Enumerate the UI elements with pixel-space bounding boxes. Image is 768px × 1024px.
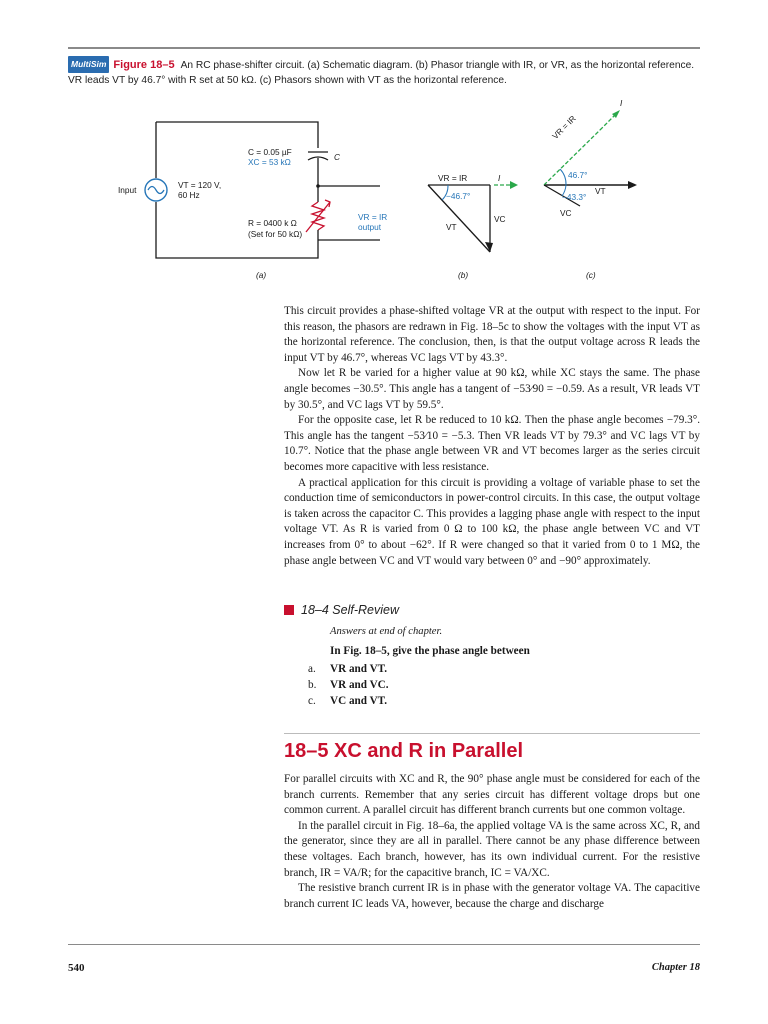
- xc-value-label: XC = 53 kΩ: [248, 157, 291, 167]
- section-rule: [284, 733, 700, 734]
- paragraph: For parallel circuits with XC and R, the 90° phase angle must be considered for each of the branch currents. Remember that any series circuit has different voltage drops but one common current. A parallel circuit has different branch currents but one common voltage.: [284, 773, 700, 817]
- paragraph: In the parallel circuit in Fig. 18–6a, the applied voltage VA is the same across XC, R, and the generator, since they are all in parallel. There cannot be any phase difference between these voltages. Each branch, however, has its own individual current. For the resistive branch, IR = VA/R; for the capacitive branch, IC = VA/XC.: [284, 819, 700, 879]
- b-vt-label: VT: [446, 222, 457, 232]
- c-symbol-label: C: [334, 152, 340, 162]
- sub-label-b: (b): [458, 270, 469, 280]
- list-item: c. VC and VT.: [308, 695, 388, 707]
- vr-output-label: VR = IR: [358, 212, 388, 222]
- input-label: Input: [118, 185, 137, 195]
- list-item: b. VR and VC.: [308, 679, 389, 691]
- caption-text: An RC phase-shifter circuit. (a) Schematic diagram. (b) Phasor triangle with IR, or VR, as the horizontal reference. VR leads VT by 46.7° with R set at 50 kΩ. (c) Phasors shown with VT as the horizontal reference.: [68, 60, 695, 86]
- review-list: [308, 661, 389, 709]
- paragraph: The resistive branch current IR is in phase with the generator voltage VA. The capacitive branch current IC leads VA, however, because the charge and discharge: [284, 882, 700, 910]
- chapter-label: Chapter 18: [651, 962, 700, 973]
- vt-value-label: VT = 120 V,: [178, 180, 222, 190]
- figure-label: Figure 18–5: [113, 59, 175, 71]
- c-vr-label: VR = IR: [550, 113, 578, 142]
- r-set-label: (Set for 50 kΩ): [248, 229, 303, 239]
- b-vr-label: VR = IR: [438, 173, 468, 183]
- paragraph: For the opposite case, let R be reduced to 10 kΩ. Then the phase angle becomes −79.3°. This angle has the tangent −53⁄10 = −5.3. Then VR leads VT by 79.3° and VC lags VT by 10.7°. Notice that the phase angle between VR and VT becomes larger as the series circuit becomes more capacitive with less resistance.: [284, 414, 700, 473]
- c-angle-vc: −43.3°: [562, 192, 587, 202]
- c-angle-vr: 46.7°: [568, 170, 588, 180]
- b-vc-label: VC: [494, 214, 506, 224]
- c-vc-label: VC: [560, 208, 572, 218]
- paragraph: This circuit provides a phase-shifted voltage VR at the output with respect to the input. For this reason, the phasors are redrawn in Fig. 18–5c to show the voltages with the input VT as the horizontal reference. The conclusion, then, is that the output voltage across R leads the input VT by 46.7°, whereas VC lags VT by 43.3°.: [284, 305, 700, 364]
- section-title: 18–5 XC and R in Parallel: [284, 740, 523, 762]
- section-body-text: [284, 772, 700, 912]
- figure-caption: [68, 56, 700, 88]
- paragraph: A practical application for this circuit is providing a voltage of variable phase to set the conduction time of semiconductors in power-control circuits. In this case, the output voltage is taken across the capacitor C. This provides a lagging phase angle with respect to the input voltage VT. As R is varied from 0 Ω to 100 kΩ, the phase angle between VC and VT increases from 0° to about −62°. If R were changed so that it varied from 0 to 1 MΩ, the phase angle between VC and VT would vary between 0° and −90° approximately.: [284, 476, 700, 567]
- c-vt-label: VT: [595, 186, 606, 196]
- list-item: a. VR and VT.: [308, 663, 388, 675]
- sub-label-c: (c): [586, 270, 596, 280]
- cap-value-label: C = 0.05 µF: [248, 147, 292, 157]
- output-label: output: [358, 222, 382, 232]
- top-rule: [68, 47, 700, 49]
- self-review-heading: 18–4 Self-Review: [284, 603, 399, 617]
- sub-label-a: (a): [256, 270, 267, 280]
- bottom-rule: [68, 944, 700, 945]
- paragraph: Now let R be varied for a higher value at 90 kΩ, while XC stays the same. The phase angle becomes −30.5°. This angle has a tangent of −53⁄90 = −0.59. As a result, VR leads VT by 30.5°, and VC lags VT by 59.5°.: [284, 367, 700, 411]
- answers-note: Answers at end of chapter.: [330, 626, 443, 637]
- r-range-label: R = 0400 k Ω: [248, 218, 297, 228]
- review-question: In Fig. 18–5, give the phase angle between: [330, 645, 530, 657]
- body-text: [284, 304, 700, 569]
- figure-18-5: [68, 90, 700, 290]
- c-current-label: I: [620, 98, 623, 108]
- b-current-label: I: [498, 173, 501, 183]
- red-square-icon: [284, 605, 294, 615]
- multisim-badge[interactable]: MultiSim: [68, 56, 109, 73]
- b-angle-label: −46.7°: [446, 191, 471, 201]
- page-number: 540: [68, 962, 85, 974]
- freq-label: 60 Hz: [178, 190, 200, 200]
